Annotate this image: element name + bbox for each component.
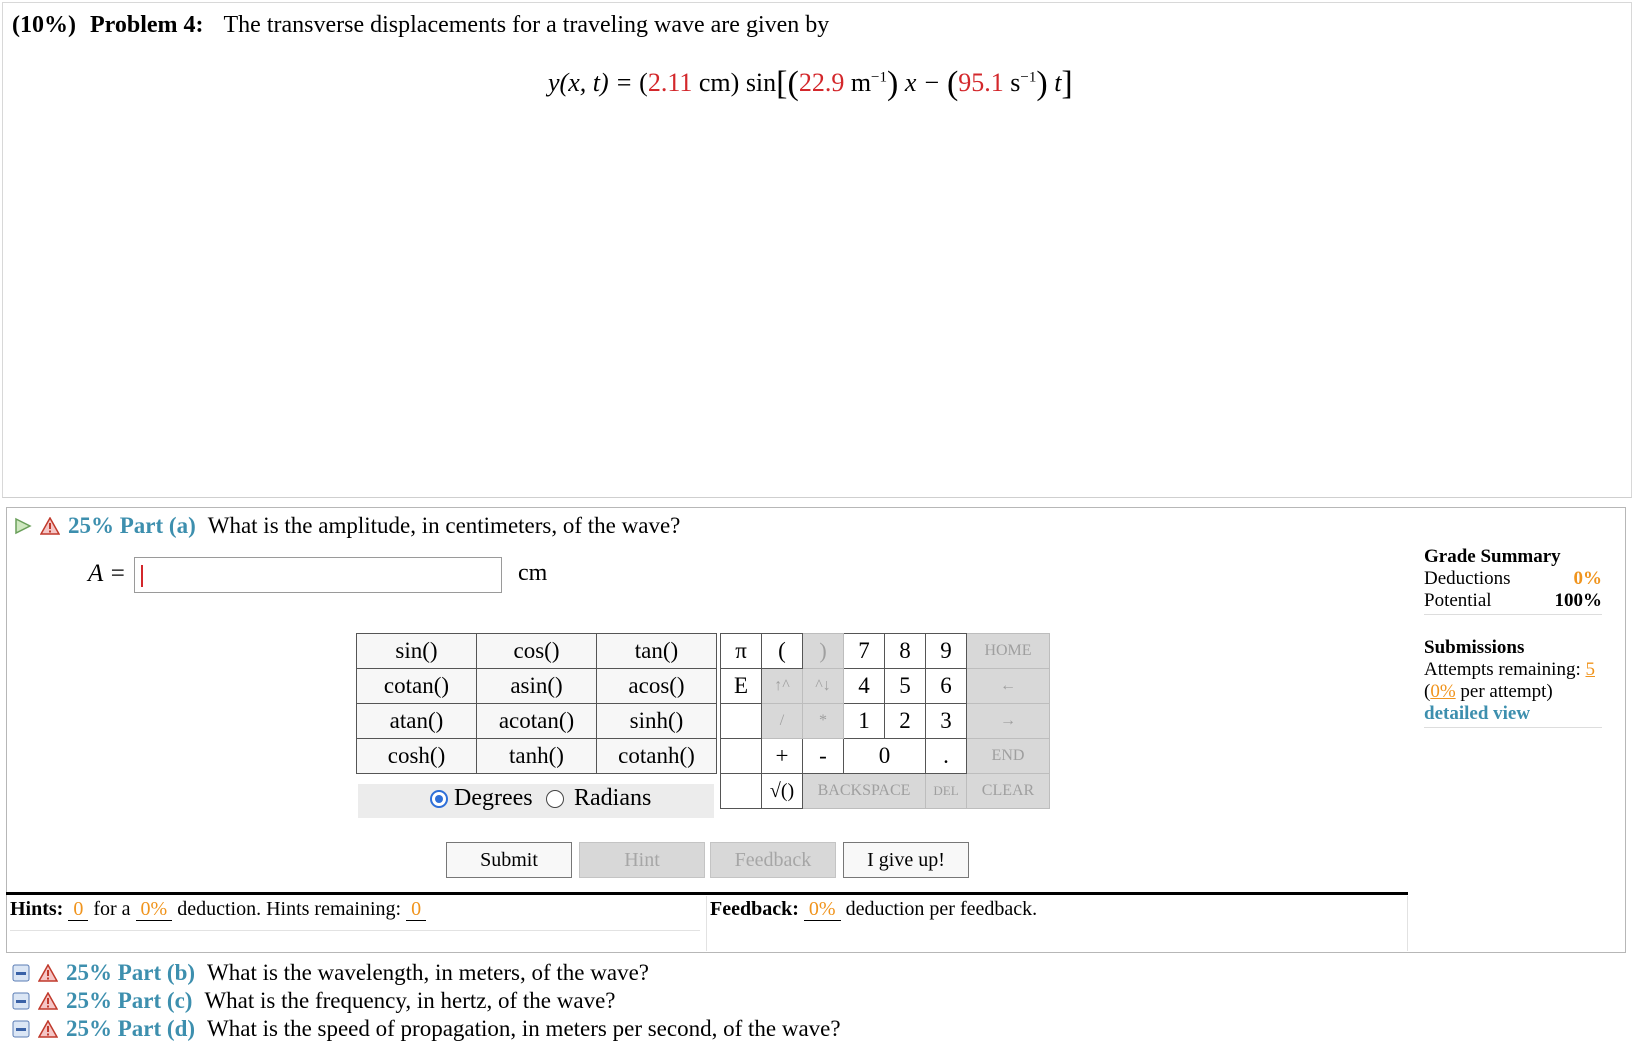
key-sin[interactable]: sin() xyxy=(357,634,477,669)
summary-divider xyxy=(1424,614,1602,615)
feedback-deduction: 0% xyxy=(804,898,841,921)
hints-for-a: for a xyxy=(93,898,131,920)
problem-text: The transverse displacements for a traveling wave are given by xyxy=(223,12,830,38)
part-c-row[interactable] xyxy=(12,988,616,1014)
eq-k-unit: m xyxy=(844,68,872,97)
key-blank-2 xyxy=(721,739,762,774)
per-attempt-value: 0% xyxy=(1430,681,1456,702)
key-home[interactable]: HOME xyxy=(967,634,1050,669)
problem-label: Problem 4: xyxy=(89,12,204,38)
key-minus[interactable]: - xyxy=(803,739,844,774)
key-cotan[interactable]: cotan() xyxy=(357,669,477,704)
key-sqrt[interactable]: √() xyxy=(762,774,803,809)
collapse-icon[interactable] xyxy=(12,964,30,982)
part-c-label: Part (c) xyxy=(117,988,193,1013)
eq-angular-frequency: 95.1 xyxy=(958,68,1004,97)
hints-count: 0 xyxy=(68,898,88,921)
feedback-text: deduction per feedback. xyxy=(845,898,1038,920)
submissions-title: Submissions xyxy=(1424,637,1525,658)
part-a-weight: 25% xyxy=(68,513,114,538)
submit-button[interactable]: Submit xyxy=(446,842,572,878)
angle-mode-row xyxy=(358,784,714,818)
key-up[interactable]: ↑^ xyxy=(762,669,803,704)
eq-w-unit: s xyxy=(1003,68,1021,97)
radians-label: Radians xyxy=(574,785,652,811)
hints-feedback-separator xyxy=(706,896,707,951)
key-7[interactable]: 7 xyxy=(844,634,885,669)
key-5[interactable]: 5 xyxy=(885,669,926,704)
degrees-label: Degrees xyxy=(454,785,533,811)
degrees-radio[interactable] xyxy=(430,790,448,808)
feedback-label: Feedback: xyxy=(710,898,799,920)
key-asin[interactable]: asin() xyxy=(477,669,597,704)
eq-t: t xyxy=(1047,68,1062,97)
part-b-weight: 25% xyxy=(66,960,112,985)
key-tanh[interactable]: tanh() xyxy=(477,739,597,774)
wave-equation: y(x, t) = (2.11 cm) sin[(22.9 $m^{-1}$) x − (95.1 $s^{-1}$) t] xyxy=(548,65,1073,102)
key-clear[interactable]: CLEAR xyxy=(967,774,1050,809)
key-0[interactable]: 0 xyxy=(844,739,926,774)
part-d-question: What is the speed of propagation, in meters per second, of the wave? xyxy=(207,1016,841,1041)
key-right[interactable]: → xyxy=(967,704,1050,739)
key-6[interactable]: 6 xyxy=(926,669,967,704)
key-blank-3 xyxy=(721,774,762,809)
eq-amplitude: 2.11 xyxy=(647,68,693,97)
part-a-header[interactable] xyxy=(14,513,680,539)
collapse-icon[interactable] xyxy=(12,1020,30,1038)
part-b-label: Part (b) xyxy=(117,960,196,985)
function-keypad xyxy=(356,633,717,774)
key-8[interactable]: 8 xyxy=(885,634,926,669)
key-cotanh[interactable]: cotanh() xyxy=(597,739,717,774)
key-sinh[interactable]: sinh() xyxy=(597,704,717,739)
feedback-button[interactable]: Feedback xyxy=(710,842,836,878)
key-cos[interactable]: cos() xyxy=(477,634,597,669)
key-lparen[interactable]: ( xyxy=(762,634,803,669)
hints-deduction: 0% xyxy=(136,898,173,921)
eq-lhs: y(x, t) = xyxy=(548,68,640,97)
key-rparen[interactable]: ) xyxy=(803,634,844,669)
attempts-line xyxy=(1424,659,1602,681)
part-c-weight: 25% xyxy=(66,988,112,1013)
warning-icon xyxy=(38,1020,58,1038)
key-pi[interactable]: π xyxy=(721,634,762,669)
answer-label: A = xyxy=(88,560,126,587)
part-d-weight: 25% xyxy=(66,1016,112,1041)
key-dot[interactable]: . xyxy=(926,739,967,774)
key-down[interactable]: ^↓ xyxy=(803,669,844,704)
key-del[interactable]: DEL xyxy=(926,774,967,809)
answer-input[interactable] xyxy=(134,557,502,593)
key-plus[interactable]: + xyxy=(762,739,803,774)
key-atan[interactable]: atan() xyxy=(357,704,477,739)
hints-underline xyxy=(10,930,700,931)
part-b-question: What is the wavelength, in meters, of the wave? xyxy=(207,960,649,985)
key-end[interactable]: END xyxy=(967,739,1050,774)
answer-unit: cm xyxy=(518,560,548,586)
radians-radio[interactable] xyxy=(546,790,564,808)
deductions-label: Deductions xyxy=(1424,568,1511,589)
part-d-row[interactable] xyxy=(12,1016,841,1042)
key-4[interactable]: 4 xyxy=(844,669,885,704)
key-acotan[interactable]: acotan() xyxy=(477,704,597,739)
per-attempt-text: per attempt) xyxy=(1455,681,1553,702)
hint-button[interactable]: Hint xyxy=(579,842,705,878)
submissions-divider xyxy=(1424,727,1602,728)
potential-value: 100% xyxy=(1554,590,1602,611)
hints-text: deduction. Hints remaining: xyxy=(177,898,402,920)
numeric-keypad xyxy=(720,633,1050,809)
feedback-right-separator xyxy=(1407,896,1408,951)
grade-summary-panel xyxy=(1424,546,1602,750)
problem-header xyxy=(12,12,829,39)
text-cursor xyxy=(141,565,143,587)
key-1[interactable]: 1 xyxy=(844,704,885,739)
key-acos[interactable]: acos() xyxy=(597,669,717,704)
hints-label: Hints: xyxy=(10,898,64,920)
per-attempt-line xyxy=(1424,681,1602,703)
part-a-label: Part (a) xyxy=(119,513,196,538)
key-e[interactable]: E xyxy=(721,669,762,704)
eq-mid: x − xyxy=(898,68,947,97)
key-multiply[interactable]: * xyxy=(803,704,844,739)
part-c-question: What is the frequency, in hertz, of the wave? xyxy=(204,988,616,1013)
attempts-label: Attempts remaining: xyxy=(1424,659,1581,680)
key-3[interactable]: 3 xyxy=(926,704,967,739)
deductions-value: 0% xyxy=(1573,568,1602,589)
key-left[interactable]: ← xyxy=(967,669,1050,704)
hints-line xyxy=(10,898,426,921)
warning-icon xyxy=(38,992,58,1010)
collapse-icon[interactable] xyxy=(12,992,30,1010)
detailed-view-link[interactable]: detailed view xyxy=(1424,703,1531,724)
eq-amp-unit: cm) sin xyxy=(692,68,777,97)
key-cosh[interactable]: cosh() xyxy=(357,739,477,774)
key-2[interactable]: 2 xyxy=(885,704,926,739)
key-backspace[interactable]: BACKSPACE xyxy=(803,774,926,809)
feedback-line xyxy=(710,898,1037,921)
part-b-row[interactable] xyxy=(12,960,649,986)
expand-arrow-icon[interactable] xyxy=(14,517,32,535)
attempts-value: 5 xyxy=(1585,659,1595,680)
hints-feedback-divider xyxy=(6,892,1408,895)
warning-icon xyxy=(40,517,60,535)
key-9[interactable]: 9 xyxy=(926,634,967,669)
part-d-label: Part (d) xyxy=(117,1016,196,1041)
key-tan[interactable]: tan() xyxy=(597,634,717,669)
key-blank-1 xyxy=(721,704,762,739)
problem-weight: (10%) xyxy=(12,12,76,38)
part-a-question: What is the amplitude, in centimeters, of the wave? xyxy=(207,513,681,538)
per-attempt-open: ( xyxy=(1424,681,1431,702)
give-up-button[interactable]: I give up! xyxy=(843,842,969,878)
warning-icon xyxy=(38,964,58,982)
potential-label: Potential xyxy=(1424,590,1492,611)
key-divide[interactable]: / xyxy=(762,704,803,739)
hints-remaining: 0 xyxy=(406,898,426,921)
eq-wavenumber: 22.9 xyxy=(798,68,845,97)
grade-summary-title: Grade Summary xyxy=(1424,546,1561,567)
